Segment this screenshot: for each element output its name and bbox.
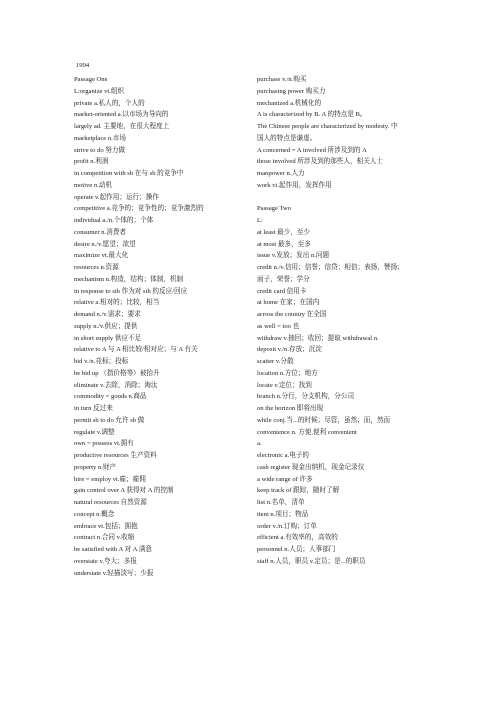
vocab-line: regulate v.调整 bbox=[74, 428, 115, 436]
vocab-line: Passage One bbox=[74, 76, 108, 83]
vocab-line: on the horizon 即将出现 bbox=[257, 405, 324, 412]
vocab-line: a wide range of 许多 bbox=[257, 475, 313, 483]
vocab-line: convenience n. 方便,便利 convenient bbox=[257, 428, 357, 436]
vocab-line: purchasing power 购买力 bbox=[257, 87, 326, 95]
vocab-line: in turn 反过来 bbox=[74, 405, 113, 412]
vocab-line: relative a.相对的；比较，相当 bbox=[74, 299, 160, 307]
vocab-line: L: bbox=[257, 217, 263, 224]
vocab-line: at most 最多，至多 bbox=[257, 240, 311, 248]
vocab-line: branch n.分行，分支机构，分公司 bbox=[257, 393, 355, 401]
vocab-line: item n.项目；物品 bbox=[257, 510, 309, 518]
vocab-line: at least 最少，至少 bbox=[257, 228, 311, 236]
vocab-line: commodity = goods n.商品 bbox=[74, 393, 147, 401]
vocab-line: credit card 信用卡 bbox=[257, 287, 307, 295]
vocab-line: be bid up （指价格等）被抬升 bbox=[74, 369, 160, 377]
vocab-line: Passage Two bbox=[257, 205, 292, 213]
vocab-line: personnel n.人员；人事部门 bbox=[257, 546, 336, 553]
vocab-line: eliminate v.去除，消除；淘汰 bbox=[74, 381, 158, 389]
vocab-line: bid v./n.竞标；投标 bbox=[74, 358, 129, 365]
vocab-line: scatter v.分散 bbox=[257, 358, 294, 365]
vocab-line: at home 在家；在国内 bbox=[257, 299, 320, 307]
vocab-line: productive resources 生产资料 bbox=[74, 452, 157, 459]
vocab-line: overstate v.夸大；多报 bbox=[74, 557, 137, 565]
vocab-line: operate v.起作用；运行；操作 bbox=[74, 193, 159, 201]
vocab-line: issue v.发放；发出 n.问题 bbox=[257, 252, 330, 260]
vocab-line: A concerned = A involved 所涉及到的 A bbox=[257, 146, 367, 154]
vocab-line: in response to sth 作为对 sth 的反应/回应 bbox=[74, 287, 188, 295]
vocab-line: natural resources 自然资源 bbox=[74, 499, 147, 506]
vocab-line: those involved 所涉及到的那些人，相关人士 bbox=[257, 158, 384, 166]
vocab-line: 国人的特点是谦虚。 bbox=[257, 134, 317, 142]
vocab-line: market-oriented a.以市场为导向的 bbox=[74, 111, 169, 119]
vocab-line: The Chinese people are characterized by modesty. 中 bbox=[257, 123, 398, 130]
vocab-line: relative to A 与 A 相比较/相对应；与 A 有关 bbox=[74, 346, 198, 354]
vocab-line: property n.财产 bbox=[74, 463, 117, 471]
vocab-line: keep track of 跟踪，随时了解 bbox=[257, 487, 340, 495]
vocab-line: strive to do 努力做 bbox=[74, 146, 126, 154]
vocab-line: own = possess vt.拥有 bbox=[74, 440, 134, 448]
vocab-line: consumer n.消费者 bbox=[74, 228, 127, 236]
vocab-line: order v./n.订购；订单 bbox=[257, 522, 317, 530]
vocab-line: private a.私人的，个人的 bbox=[74, 99, 145, 107]
vocab-line: while conj.当...的时候；尽管，虽然；而，然而 bbox=[257, 416, 391, 424]
vocab-line: in competition with sb 在与 sb 的竞争中 bbox=[74, 170, 184, 177]
vocab-line: contract n.合同 v.收缩 bbox=[74, 534, 135, 542]
vocab-line: work vi.起作用，发挥作用 bbox=[257, 181, 332, 189]
vocab-line: 面子，荣誉；学分 bbox=[257, 275, 310, 283]
vocab-line: desire n./v.愿望；欲望 bbox=[74, 240, 136, 248]
vocab-line: mechanized a.机械化的 bbox=[257, 99, 322, 107]
vocab-line: cash register 现金出纳机，现金记录仪 bbox=[257, 463, 365, 471]
vocab-line: gain control over A 获得对 A 的控制 bbox=[74, 487, 174, 495]
year-heading: 1994 bbox=[76, 62, 90, 69]
vocab-line: be satisfied with A 对 A 满意 bbox=[74, 546, 153, 553]
vocab-line: purchase v./n.购买 bbox=[257, 76, 307, 83]
vocab-line: competitive a.竞争的；竞争性的；竞争激烈的 bbox=[74, 205, 204, 213]
vocab-line: demand n./v.需求；要求 bbox=[74, 311, 141, 318]
left-column bbox=[74, 74, 252, 579]
vocab-line: mechanism n.构造，结构；体制，机制 bbox=[74, 275, 184, 283]
vocab-line: deposit v./n.存放；沉淀 bbox=[257, 346, 322, 354]
vocab-line: permit sb to do 允许 sb 做 bbox=[74, 416, 145, 424]
vocab-line: staff n.人员，职员 v.定员；是...的职员 bbox=[257, 557, 366, 565]
vocab-line: credit n./v.信用；信誉；信贷；相信；表扬，赞扬； bbox=[257, 264, 404, 271]
vocab-line: marketplace n.市场 bbox=[74, 134, 126, 142]
vocab-line: as well = too 也 bbox=[257, 322, 300, 330]
vocab-line: locate v.定位；找到 bbox=[257, 381, 312, 389]
vocab-line: largely ad. 主要地，在很大程度上 bbox=[74, 123, 170, 130]
vocab-line: individual a./n.个体的；个体 bbox=[74, 217, 154, 224]
vocab-line: manpower n.人力 bbox=[257, 170, 305, 177]
vocab-line: hire = employ vt.雇；雇佣 bbox=[74, 475, 146, 483]
vocab-line: supply n./v.供应；提供 bbox=[74, 322, 138, 330]
right-column bbox=[257, 74, 437, 568]
vocab-line: across the country 在全国 bbox=[257, 311, 327, 318]
vocab-line: embrace vt.包括；拥抱 bbox=[74, 522, 138, 530]
vocab-line: motive n.动机 bbox=[74, 181, 113, 189]
vocab-line: resources n.资源 bbox=[74, 264, 119, 271]
vocab-line: A is characterized by B. A 的特点是 B。 bbox=[257, 111, 367, 119]
vocab-line: L:organize vt.组织 bbox=[74, 87, 125, 95]
vocab-line: a. bbox=[257, 440, 262, 448]
vocab-line: list n.名单，清单 bbox=[257, 499, 305, 506]
vocab-line: profit n.利润 bbox=[74, 158, 109, 166]
vocab-line bbox=[257, 192, 437, 204]
vocab-line: in short supply 供应不足 bbox=[74, 334, 142, 342]
vocab-line: efficient a.有效率的，高效的 bbox=[257, 534, 338, 542]
vocab-line: maximize vt.最大化 bbox=[74, 252, 129, 260]
vocab-line: withdraw v.抽回；收回；提取 withdrawal n. bbox=[257, 334, 379, 342]
vocab-line: concept n.概念 bbox=[74, 510, 115, 518]
vocab-line: understate v.轻描淡写；少报 bbox=[74, 569, 154, 577]
vocab-line: electronic a.电子的 bbox=[257, 452, 309, 459]
vocab-line: location n.方位；地方 bbox=[257, 369, 318, 377]
